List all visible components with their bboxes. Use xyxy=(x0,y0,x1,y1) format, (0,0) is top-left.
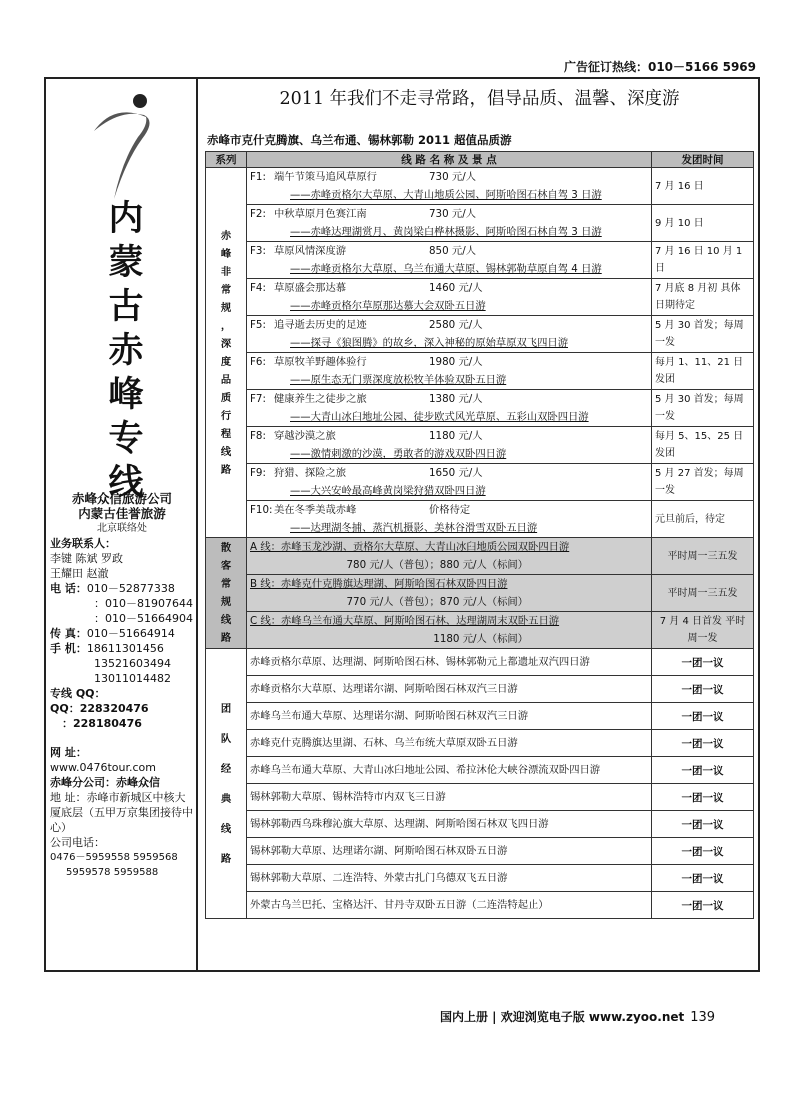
table-row xyxy=(206,279,754,316)
table-row xyxy=(206,168,754,205)
branch-address: 地 址：赤峰市新城区中核大厦底层（五甲万京集团接待中心） xyxy=(50,791,193,834)
group-date: 一团一议 xyxy=(652,865,754,892)
contacts-label: 业务联系人： xyxy=(50,537,116,550)
phone-3: ：010－51664904 xyxy=(94,612,193,625)
group-route: 赤峰克什克腾旗达里湖、石林、乌兰布统大草原双卧五日游 xyxy=(247,730,652,757)
table-row xyxy=(206,242,754,279)
fax-number: 010－51664914 xyxy=(86,627,175,640)
contacts-line-1: 李键 陈斌 罗政 xyxy=(50,552,123,565)
routes-table xyxy=(205,151,754,919)
route-date: 每月 5、15、25 日发团 xyxy=(652,427,754,464)
mobile-1: 18611301456 xyxy=(86,642,164,655)
mobile-3: 13011014482 xyxy=(94,672,171,685)
table-row xyxy=(206,784,754,811)
route-cell: F4: 草原盛会那达慕 1460 元/人 ——赤峰贡格尔草原那达慕大会双卧五日游 xyxy=(247,279,652,316)
group-date: 一团一议 xyxy=(652,892,754,919)
company-phones-1: 0476－5959558 5959568 xyxy=(50,852,178,863)
scheduled-cell: B 线：赤峰克什克腾旗达理湖、阿斯哈图石林双卧四日游 770 元/人（普包）；870 元/人（标间） xyxy=(247,575,652,612)
table-row xyxy=(206,575,754,612)
table-row xyxy=(206,730,754,757)
branch-name: 赤峰分公司：赤峰众信 xyxy=(50,776,160,789)
qq-2: ：228180476 xyxy=(62,717,142,730)
col-series: 系列 xyxy=(206,152,247,168)
table-row xyxy=(206,811,754,838)
group-route: 赤峰贡格尔草原、达理湖、阿斯哈图石林、锡林郭勒元上都遗址双汽四日游 xyxy=(247,649,652,676)
route-cell: F6: 草原牧羊野趣体验行 1980 元/人 ——原生态无门票深度放松牧羊体验双卧五日游 xyxy=(247,353,652,390)
group-route: 锡林郭勒大草原、锡林浩特市内双飞三日游 xyxy=(247,784,652,811)
company-phones-2: 5959578 5959588 xyxy=(66,867,159,878)
col-date: 发团时间 xyxy=(652,152,754,168)
group-date: 一团一议 xyxy=(652,757,754,784)
scheduled-date: 平时周一三五发 xyxy=(652,538,754,575)
table-header-row xyxy=(206,152,754,168)
main-content xyxy=(201,79,758,970)
route-date: 9 月 10 日 xyxy=(652,205,754,242)
qq-label: 专线 QQ： xyxy=(50,687,106,700)
route-cell: F2: 中秋草原月色赛江南 730 元/人 ——赤峰达理湖赏月、黄岗梁白桦林摄影、阿斯哈图石林自驾 3 日游 xyxy=(247,205,652,242)
table-row xyxy=(206,205,754,242)
page-headline: 2011 年我们不走寻常路，倡导品质、温馨、深度游 xyxy=(279,89,680,109)
route-cell: F10: 美在冬季美哉赤峰 价格待定 ——达理湖冬捕、蒸汽机摄影、美林谷滑雪双卧五日游 xyxy=(247,501,652,538)
logo-icon xyxy=(84,91,164,201)
phone-label: 电 话： xyxy=(50,582,87,595)
content-frame xyxy=(44,77,760,972)
table-row xyxy=(206,464,754,501)
table-row xyxy=(206,865,754,892)
group-route: 赤峰乌兰布通大草原、大青山冰臼地址公园、希拉沐伦大峡谷漂流双卧四日游 xyxy=(247,757,652,784)
table-row xyxy=(206,427,754,464)
group-date: 一团一议 xyxy=(652,811,754,838)
group-date: 一团一议 xyxy=(652,784,754,811)
route-date: 每月 1、11、21 日发团 xyxy=(652,353,754,390)
group-route: 锡林郭勒大草原、达理诺尔湖、阿斯哈图石林双卧五日游 xyxy=(247,838,652,865)
table-row xyxy=(206,838,754,865)
route-date: 元旦前后，待定 xyxy=(652,501,754,538)
group-route: 赤峰贡格尔大草原、达理诺尔湖、阿斯哈图石林双汽三日游 xyxy=(247,676,652,703)
group-route: 赤峰乌兰布通大草原、达理诺尔湖、阿斯哈图石林双汽三日游 xyxy=(247,703,652,730)
group-date: 一团一议 xyxy=(652,838,754,865)
table-row xyxy=(206,316,754,353)
route-cell: F8: 穿越沙漠之旅 1180 元/人 ——激情刺激的沙漠，勇敢者的游戏双卧四日游 xyxy=(247,427,652,464)
table-row xyxy=(206,501,754,538)
route-date: 7 月底 8 月初 具体日期待定 xyxy=(652,279,754,316)
table-row xyxy=(206,649,754,676)
category-premium: 赤 峰 非 常 规 ， 深 度 品 质 行 程 线 路 xyxy=(206,168,247,538)
contacts-line-2: 王耀田 赵澈 xyxy=(50,567,109,580)
phone-2: ：010－81907644 xyxy=(94,597,193,610)
route-date: 7 月 16 日 xyxy=(652,168,754,205)
route-cell: F5: 追寻逝去历史的足迹 2580 元/人 ——探寻《狼图腾》的故乡，深入神秘的原始草原双飞四日游 xyxy=(247,316,652,353)
route-cell: F9: 狩猎、探险之旅 1650 元/人 ——大兴安岭最高峰黄岗梁狩猎双卧四日游 xyxy=(247,464,652,501)
table-row xyxy=(206,676,754,703)
section-subhead: 赤峰市克什克腾旗、乌兰布通、锡林郭勒 2011 超值品质游 xyxy=(207,133,512,147)
phone-1: 010－52877338 xyxy=(86,582,175,595)
scheduled-cell: A 线：赤峰玉龙沙湖、贡格尔大草原、大青山冰臼地质公园双卧四日游 780 元/人（普包）；880 元/人（标间） xyxy=(247,538,652,575)
table-row xyxy=(206,892,754,919)
page-footer xyxy=(440,1008,715,1025)
table-row xyxy=(206,757,754,784)
page-number: 139 xyxy=(690,1010,716,1025)
contact-info xyxy=(50,491,194,880)
route-date: 5 月 27 首发；每周一发 xyxy=(652,464,754,501)
scheduled-date: 平时周一三五发 xyxy=(652,575,754,612)
group-route: 外蒙古乌兰巴托、宝格达汗、甘丹寺双卧五日游（二连浩特起止） xyxy=(247,892,652,919)
company-name-2: 内蒙古佳誉旅游 xyxy=(78,506,166,521)
mobile-label: 手 机： xyxy=(50,642,87,655)
office-name: 北京联络处 xyxy=(97,523,147,534)
scheduled-cell: C 线：赤峰乌兰布通大草原、阿斯哈图石林、达理湖周末双卧五日游 1180 元/人（标间） xyxy=(247,612,652,649)
mobile-2: 13521603494 xyxy=(94,657,171,670)
web-address[interactable]: www.0476tour.com xyxy=(50,761,156,774)
table-row xyxy=(206,390,754,427)
fax-label: 传 真： xyxy=(50,627,87,640)
col-route: 线 路 名 称 及 景 点 xyxy=(247,152,652,168)
group-date: 一团一议 xyxy=(652,676,754,703)
table-row xyxy=(206,353,754,390)
category-group: 团 队 经 典 线 路 xyxy=(206,649,247,919)
sidebar xyxy=(46,79,198,970)
group-route: 锡林郭勒西乌珠穆沁旗大草原、达理湖、阿斯哈图石林双飞四日游 xyxy=(247,811,652,838)
route-cell: F3: 草原风情深度游 850 元/人 ——赤峰贡格尔大草原、乌兰布通大草原、锡林郭勒草原自驾 4 日游 xyxy=(247,242,652,279)
vertical-title: 内 蒙 古 赤 峰 专 线 xyxy=(108,198,144,503)
group-date: 一团一议 xyxy=(652,649,754,676)
scheduled-date: 7 月 4 日首发 平时周一发 xyxy=(652,612,754,649)
route-date: 7 月 16 日 10 月 1 日 xyxy=(652,242,754,279)
table-row xyxy=(206,538,754,575)
route-date: 5 月 30 首发；每周一发 xyxy=(652,390,754,427)
route-date: 5 月 30 首发；每周一发 xyxy=(652,316,754,353)
company-phone-label: 公司电话： xyxy=(50,836,105,849)
group-date: 一团一议 xyxy=(652,730,754,757)
table-row xyxy=(206,612,754,649)
route-cell: F1: 端午节策马追风草原行 730 元/人 ——赤峰贡格尔大草原、大青山地质公园、阿斯哈图石林自驾 3 日游 xyxy=(247,168,652,205)
company-name-1: 赤峰众信旅游公司 xyxy=(71,491,172,506)
route-cell: F7: 健康养生之徒步之旅 1380 元/人 ——大青山冰臼地址公园、徒步欧式风光草原、五彩山双卧四日游 xyxy=(247,390,652,427)
ad-hotline: 广告征订热线：010－5166 5969 xyxy=(563,60,756,74)
qq-1: QQ：228320476 xyxy=(50,702,149,715)
footer-text: 国内上册 | 欢迎浏览电子版 www.zyoo.net xyxy=(440,1010,685,1024)
category-scheduled: 散 客 常 规 线 路 xyxy=(206,538,247,649)
table-row xyxy=(206,703,754,730)
web-label: 网 址： xyxy=(50,746,87,759)
group-route: 锡林郭勒大草原、二连浩特、外蒙古扎门乌德双飞五日游 xyxy=(247,865,652,892)
group-date: 一团一议 xyxy=(652,703,754,730)
